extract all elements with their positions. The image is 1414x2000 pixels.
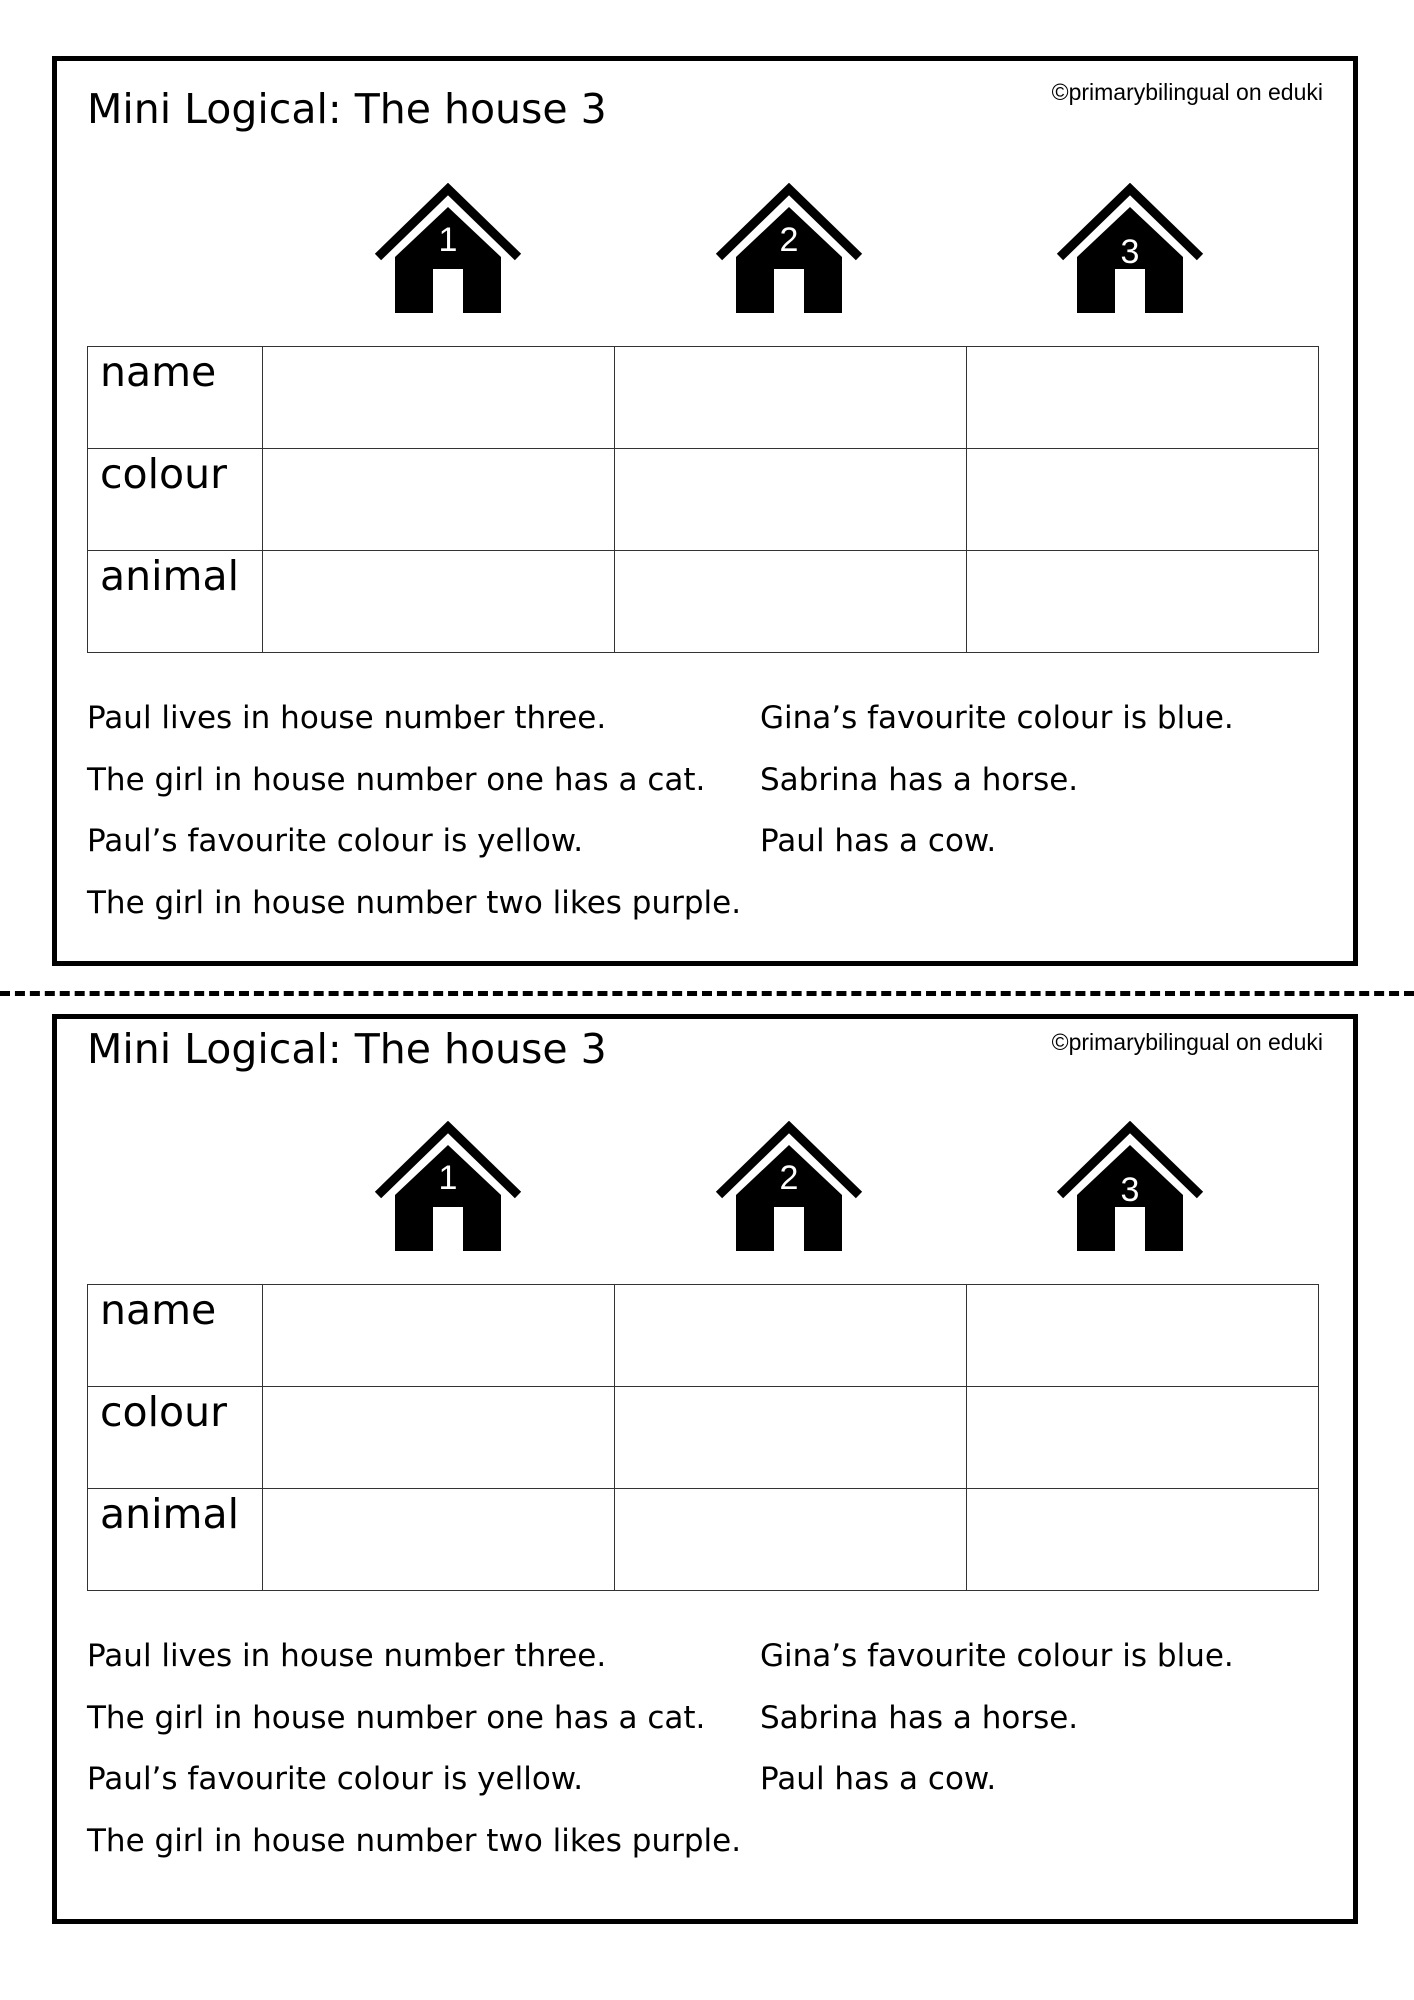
clue: Paul’s favourite colour is yellow. — [87, 823, 584, 859]
house-2 — [714, 1121, 864, 1251]
house-number: 3 — [1120, 1171, 1140, 1209]
house-3 — [1055, 183, 1205, 313]
cut-line — [0, 991, 1414, 996]
row-label: animal — [88, 551, 263, 653]
clue-list — [87, 700, 1327, 953]
answer-cell[interactable] — [615, 1387, 967, 1489]
grid-row-animal — [88, 551, 1319, 653]
answer-cell[interactable] — [967, 1489, 1319, 1591]
answer-cell[interactable] — [615, 449, 967, 551]
grid-row-animal — [88, 1489, 1319, 1591]
answer-cell[interactable] — [967, 347, 1319, 449]
row-label: name — [88, 1285, 263, 1387]
logic-grid — [87, 1284, 1319, 1591]
clue: The girl in house number two likes purple. — [87, 1823, 742, 1859]
clue: The girl in house number one has a cat. — [87, 1700, 706, 1736]
clue: Paul’s favourite colour is yellow. — [87, 1761, 584, 1797]
worksheet-card-1 — [52, 56, 1358, 966]
answer-cell[interactable] — [967, 1387, 1319, 1489]
answer-cell[interactable] — [615, 551, 967, 653]
grid-row-name — [88, 347, 1319, 449]
answer-cell[interactable] — [615, 1489, 967, 1591]
grid-row-colour — [88, 1387, 1319, 1489]
row-label: colour — [88, 449, 263, 551]
answer-cell[interactable] — [263, 449, 615, 551]
answer-cell[interactable] — [263, 1387, 615, 1489]
clue: Sabrina has a horse. — [760, 762, 1079, 798]
answer-cell[interactable] — [263, 1489, 615, 1591]
house-number: 1 — [438, 1159, 458, 1197]
clue: The girl in house number two likes purple. — [87, 885, 742, 921]
answer-cell[interactable] — [615, 1285, 967, 1387]
answer-cell[interactable] — [967, 551, 1319, 653]
house-number: 2 — [779, 221, 799, 259]
house-3 — [1055, 1121, 1205, 1251]
clue-list — [87, 1638, 1327, 1891]
row-label: name — [88, 347, 263, 449]
house-number: 1 — [438, 221, 458, 259]
house-1 — [373, 1121, 523, 1251]
row-label: colour — [88, 1387, 263, 1489]
house-1 — [373, 183, 523, 313]
answer-cell[interactable] — [967, 1285, 1319, 1387]
house-number: 3 — [1120, 233, 1140, 271]
copyright-notice: ©primarybilingual on eduki — [1051, 79, 1323, 105]
house-2 — [714, 183, 864, 313]
grid-row-name — [88, 1285, 1319, 1387]
house-number: 2 — [779, 1159, 799, 1197]
clue: The girl in house number one has a cat. — [87, 762, 706, 798]
clue: Gina’s favourite colour is blue. — [760, 1638, 1234, 1674]
worksheet-title: Mini Logical: The house 3 — [87, 1025, 607, 1073]
answer-cell[interactable] — [615, 347, 967, 449]
clue: Sabrina has a horse. — [760, 1700, 1079, 1736]
clue: Paul lives in house number three. — [87, 700, 607, 736]
clue: Paul has a cow. — [760, 823, 997, 859]
grid-row-colour — [88, 449, 1319, 551]
clue: Gina’s favourite colour is blue. — [760, 700, 1234, 736]
answer-cell[interactable] — [263, 347, 615, 449]
answer-cell[interactable] — [263, 1285, 615, 1387]
worksheet-title: Mini Logical: The house 3 — [87, 85, 607, 133]
clue: Paul lives in house number three. — [87, 1638, 607, 1674]
answer-cell[interactable] — [263, 551, 615, 653]
copyright-notice: ©primarybilingual on eduki — [1051, 1029, 1323, 1055]
row-label: animal — [88, 1489, 263, 1591]
answer-cell[interactable] — [967, 449, 1319, 551]
clue: Paul has a cow. — [760, 1761, 997, 1797]
logic-grid — [87, 346, 1319, 653]
worksheet-card-2 — [52, 1014, 1358, 1924]
